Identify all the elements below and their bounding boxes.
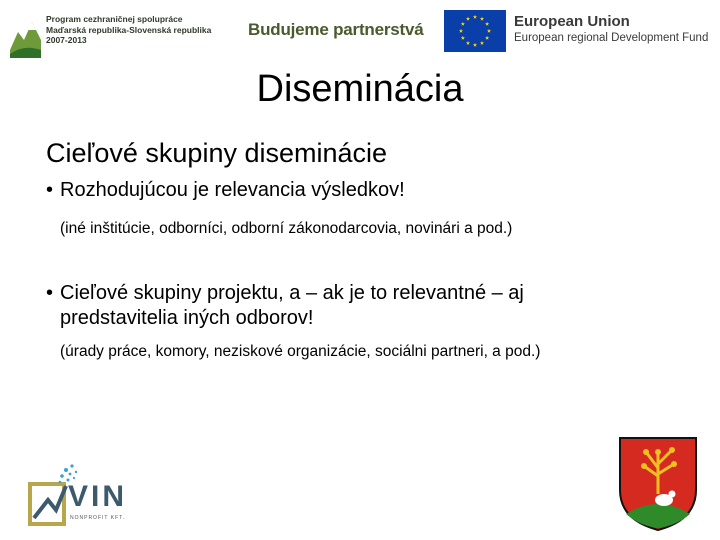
bullet-1-note: (iné inštitúcie, odborníci, odborní zákonodarcovia, novinári a pod.) bbox=[60, 220, 513, 237]
program-line-1: Program cezhraničnej spolupráce bbox=[46, 14, 183, 24]
bullet-item-1 bbox=[46, 178, 405, 203]
coat-of-arms-icon bbox=[616, 434, 700, 532]
program-line-3: 2007-2013 bbox=[46, 35, 87, 45]
bullet-2-line-2: predstavitelia iných odborov! bbox=[60, 307, 314, 329]
bullet-2-note: (úrady práce, komory, neziskové organizácie, sociálni partneri, a pod.) bbox=[60, 343, 541, 360]
bullet-marker: • bbox=[46, 282, 54, 304]
eu-flag-icon bbox=[444, 10, 506, 52]
slide-subtitle: Cieľové skupiny diseminácie bbox=[46, 138, 388, 168]
bullet-marker: • bbox=[46, 179, 54, 201]
slogan: Budujeme partnerstvá bbox=[248, 20, 424, 39]
slide-title: Diseminácia bbox=[256, 68, 464, 110]
bullet-2-line-1: Cieľové skupiny projektu, a – ak je to relevantné – aj bbox=[60, 282, 524, 304]
bullet-item-2 bbox=[46, 281, 686, 331]
vin-wordmark: VIN bbox=[68, 480, 128, 513]
eu-title: European Union bbox=[514, 13, 630, 30]
eu-fund-name: European regional Development Fund bbox=[514, 32, 709, 44]
program-line-2: Maďarská republika-Slovenská republika bbox=[46, 24, 212, 35]
bullet-1-line-1: Rozhodujúcou je relevancia výsledkov! bbox=[60, 179, 405, 201]
vin-subtext: NONPROFIT KFT. bbox=[70, 515, 126, 521]
program-name bbox=[46, 14, 211, 46]
